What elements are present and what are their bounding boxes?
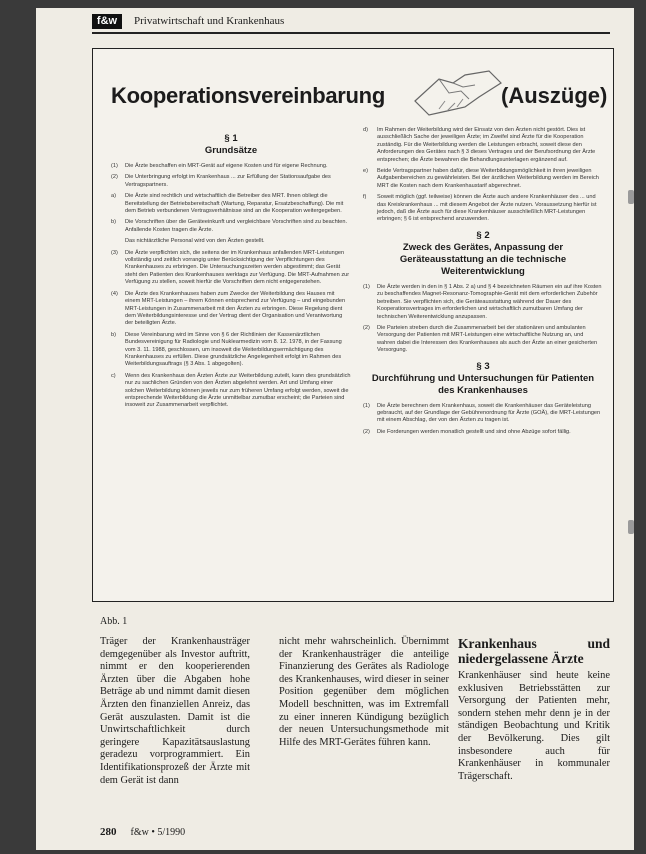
contract-paragraph [363,194,603,224]
article-column-2: nicht mehr wahrscheinlich. Übernimmt der Krankenhausträger die anteilige Finanzierung des Gerätes als Radiologe des Krankenhauses, wird dieser in seiner Position gegenüber dem möglichen Modell beschnitten, was im Extremfall zu einer inneren Kündigung bezüglich der neuen Untersuchungsmethode mit Hilfe des MRT-Gerätes führen kann. [279,636,449,748]
contract-paragraph [363,325,603,355]
paragraph-text: Die Ärzte berechnen dem Krankenhaus, soweit die Krankenhäuser das Geräteleistung gebraucht, auf der Grundlage der Gebührenordnung für Ärzte (GOÄ), die MRT-Leistungen mit einem Abschlag, der von den Ärzten zu tragen ist. [377,402,601,424]
section-heading [363,230,603,278]
paragraph-number: e) [363,168,368,175]
section-number: § 3 [476,360,490,372]
section-name: Grundsätze [204,145,258,156]
paragraph-text: Im Rahmen der Weiterbildung wird der Einsatz von den Ärzten nicht gestört. Dies ist ausschließlich Sache der jeweiligen Ärzte; im Zweifel sind Ärzte für die Kooperation zuständig. Für die Weiterbildung werden die Leistungen erbracht, soweit diese den Anforderungen des Gerätes nach § 3 dieses Vertrages und der Berufsordnung der Ärzte entsprechen; die Ärzte bewahren die Behandlungsunterlagen ergänzend auf. [377,127,596,163]
article-column-3 [458,636,610,783]
paragraph-number: b) [111,331,116,338]
contract-column-left [111,127,351,414]
paragraph-text: Die Unterbringung erfolgt im Krankenhaus ... zur Erfüllung der Stationsaufgabe des Vertragspartners. [125,174,331,188]
paragraph-text: Diese Vereinbarung wird im Sinne von § 6 der Richtlinien der Kassenärztlichen Bundesvereinigung für Radiologie und Nuklearmedizin vom 8. 12. 1978, in der Fassung vom 3. 11. 1988, geschlossen, um insoweit die Weiterbildungsermächtigung des Krankenhauses zu erfüllen. Diese grundsätzliche Angelegenheit erfolgt im Rahmen des Weiterbildungsauftrags (§ 3 Abs. 1 abgegolten). [125,331,342,368]
section-heading [111,133,351,157]
contract-paragraph [363,403,603,425]
contract-paragraph [111,219,351,234]
contract-paragraph [363,429,603,436]
contract-paragraph [111,193,351,215]
paragraph-text: Die Parteien streben durch die Zusammenarbeit bei der stationären und ambulanten Versorgung der Patienten mit MRT-Leistungen eine wirtschaftliche Nutzung an, und wahren dabei die Interessen des Krankenhauses als auch der Ärzte an einer gesicherten Versorgung. [377,324,598,354]
journal-issue: f&w • 5/1990 [130,827,186,838]
paragraph-text: Die Vorschriften über die Geräteeinkunft und vergleichbare Vorschriften sind zu beachten. Anfallende Kosten tragen die Ärzte. [125,219,348,233]
paragraph-number: (1) [363,283,370,290]
paragraph-number: f) [363,194,367,201]
handshake-icon [409,57,505,123]
contract-paragraph [363,284,603,321]
paragraph-text: Soweit möglich (ggf. teilweise) können die Ärzte auch andere Krankenhäuser des ... und das Kreiskrankenhaus ... mit diesem Angebot der Ärzte nutzen. Voraussetzung hierfür ist jedoch, daß die Ärzte auch für diese Krankenhäuser ausschließlich MRT-Leistungen erbringen; § 6 ist entsprechend anzuwenden. [377,194,597,223]
figure-suffix: (Auszüge) [501,83,608,108]
paragraph-text: Die Ärzte sind rechtlich und wirtschaftlich die Betreiber des MRT. Ihnen obliegt die Bereitstellung der Betriebsbereitschaft (Wartung, Reparatur, Ersatzbeschaffung). Die mit dem Betrieb verbundenen Vertragsverhältnisse sind an die Kooperation weitergegeben. [125,193,344,215]
paragraph-text: Das nichtärztliche Personal wird von den Ärzten gestellt. [125,238,265,245]
paragraph-text: Wenn des Krankenhaus den Ärzten Ärzte zur Weiterbildung zuteilt, kann dies grundsätzlich nur zu sachlichen Gründen von den Ärzten abgelehnt werden. Art und Umfang einer solchen Weiterbildung können jeweils nur zum früheren Umfang erfolgt werden, soweit die entsprechende Weiterbildung die Ärzte unmittelbar zumutbar erscheint; die Parteien sind insoweit zur Zusammenarbeit verpflichtet. [125,372,351,409]
paragraph-number: (2) [363,428,370,435]
paragraph-number: (2) [111,174,118,181]
contract-paragraph [363,127,603,164]
figure-title: Kooperationsvereinbarung [111,83,385,108]
paragraph-number: (1) [111,163,118,169]
binder-clip [628,520,634,534]
page-footer [100,826,185,838]
contract-paragraph [363,168,603,190]
figure-caption: Abb. 1 [100,616,128,627]
paragraph-text: Die Ärzte beschaffen ein MRT-Gerät auf eigene Kosten und für eigene Rechnung. [125,163,328,169]
paragraph-text: Die Ärzte werden in den in § 1 Abs. 2 a) und § 4 bezeichneten Räumen ein auf ihre Kosten zu beschaffendes Magnet-Resonanz-Tomographie-Gerät mit dem erforderlichen Zubehör betreiben. Sie verpflichten sich, die Geräteausstattung während der Dauer des Kooperationsvertrages im erforderlichen und wirtschaftlich zumutbaren Umfang der technischen Weiterentwicklung anzupassen. [377,283,602,320]
contract-paragraph [111,174,351,189]
paragraph-number: (4) [111,290,118,297]
paragraph-text: Die Forderungen werden monatlich gestellt und sind ohne Abzüge sofort fällig. [377,428,571,435]
binder-clip [628,190,634,204]
contract-figure [92,48,614,602]
contract-column-right [363,127,603,440]
paragraph-number: c) [111,372,116,379]
section-name: Durchführung und Untersuchungen für Patienten des Krankenhauses [371,372,595,396]
section-number: § 1 [224,133,238,144]
paragraph-number: (1) [363,402,370,409]
subsection-heading: Krankenhaus und niedergelassene Ärzte [458,636,610,666]
subsection-text: Krankenhäuser sind heute keine exklusiven Betriebsstätten zur Versorgung der Patienten mehr, sondern stehen mehr denn je in der ständigen Beobachtung und Kritik der Bevölkerung. Dies gilt insbesondere auch für Krankenhäuser in kommunaler Trägerschaft. [458,670,610,782]
paragraph-text: Die Ärzte verpflichten sich, die seitens der im Krankenhaus anfallenden MRT-Leistungen vollständig und zeitlich vorrangig unter Berücksichtigung der Verpflichtungen des Krankenhauses zu erbringen. Die Untersuchungszeiten werden abgestimmt; das Gerät steht den Patienten des Krankenhauses werktags zur Verfügung. Die MRT-Aufnahmen zur Verfügung zu stellen, soweit hierfür die Vorschriften dem nicht entgegenstehen. [125,249,350,286]
header-rule [92,32,610,34]
paragraph-number: (2) [363,324,370,331]
paragraph-text: Beide Vertragspartner haben dafür, diese Weiterbildungsmöglichkeit in ihren jeweiligen Aufgabenbereichen zu gewährleisten. Bei der ärztlichen Weiterbildung werden im Bereich MRT die Kosten nach dem Krankenhaustarif abgerechnet. [377,168,599,189]
paragraph-number: (3) [111,249,118,256]
section-number: § 2 [476,229,490,241]
journal-logo: f&w [92,14,122,29]
paragraph-number: a) [111,193,116,200]
paragraph-number: d) [363,127,368,133]
contract-paragraph [111,291,351,328]
section-name: Zweck des Gerätes, Anpassung der Geräteausstattung an die technische Weiterentwicklung [399,241,567,277]
page-number: 280 [100,826,117,838]
section-title: Privatwirtschaft und Krankenhaus [134,15,285,27]
contract-paragraph [111,373,351,410]
contract-paragraph [111,332,351,369]
contract-paragraph [111,250,351,287]
section-heading [363,361,603,397]
contract-paragraph [111,238,351,245]
paragraph-text: Die Ärzte des Krankenhauses haben zum Zwecke der Weiterbildung des Hauses mit einem MRT-Leistungen – ihrem Können entsprechend zur Verfügung – und eingebunden MRT-Leistungen in Zusammenarbeit mit den Ärzten zu erbringen. Diese Regelung dient dem Weiterbildungsinteresse und der Vertrag dient der Organisation und Verantwortung der beteiligten Ärzte. [125,290,346,327]
paragraph-number: b) [111,219,116,226]
contract-paragraph [111,163,351,170]
article-column-1: Träger der Krankenhausträger demgegenüber als Investor auftritt, nimmt er den kooperierenden Ärzten über die Abgaben hohe Beträge ab und nimmt damit diesen Ärzten den finanziellen Anreiz, das Gerät auszulasten. Damit ist die Unwirtschaftlichkeit durch geringere Kapazitätsauslastung geradezu vorprogrammiert. Ein Identifikationsprozeß der Ärzte mit dem Gerät ist dann [100,636,250,786]
running-header [92,14,612,30]
